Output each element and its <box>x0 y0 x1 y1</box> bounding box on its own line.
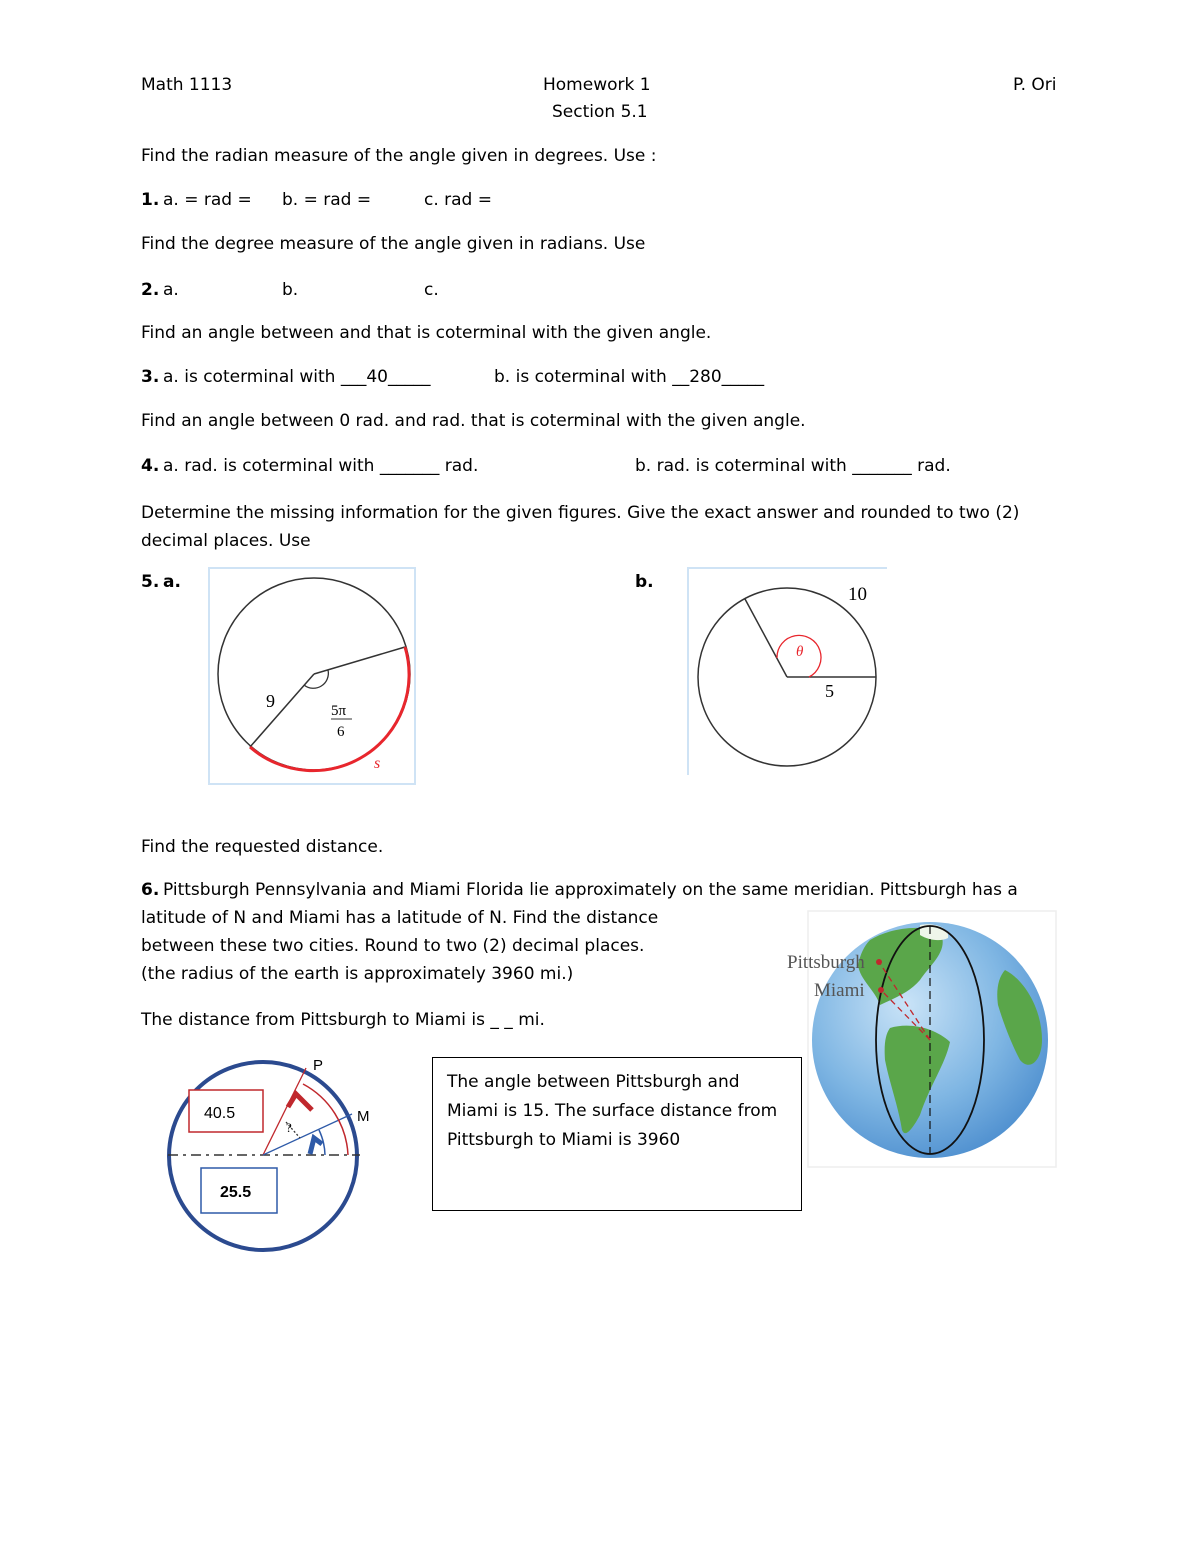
q2-instruction: Find the degree measure of the angle given in radians. Use <box>141 234 646 254</box>
pittsburgh-dot <box>876 959 882 965</box>
q3-part-b: b. is coterminal with __280_____ <box>494 367 765 387</box>
figure-5b <box>687 567 887 777</box>
q6-number: 6. <box>141 880 160 900</box>
pittsburgh-ray <box>263 1068 306 1155</box>
q4-part-a: a. rad. is coterminal with _______ rad. <box>163 456 479 476</box>
figure-5a-angle-numerator: 5π <box>331 703 347 719</box>
q6-distance-answer: The distance from Pittsburgh to Miami is _ _ mi. <box>141 1010 545 1030</box>
instructor-name: P. Ori <box>1013 75 1057 95</box>
q5-part-a: a. <box>163 572 181 592</box>
figure-5a-angle-denominator: 6 <box>337 724 345 740</box>
miami-arrow <box>310 1138 322 1154</box>
figure-5b-radius-line-2 <box>745 599 787 677</box>
q4-number: 4. <box>141 456 160 476</box>
globe-pittsburgh-label: Pittsburgh <box>787 952 865 973</box>
q1-number: 1. <box>141 190 160 210</box>
q2-part-b: b. <box>282 280 299 300</box>
figure-5a-arc-label: s <box>374 755 381 772</box>
q6-text-line4: (the radius of the earth is approximately 3960 mi.) <box>141 964 574 984</box>
q1-part-b: b. = rad = <box>282 190 372 210</box>
figure-5b-angle-label: θ <box>796 644 804 660</box>
q3-instruction: Find an angle between and that is coterminal with the given angle. <box>141 323 712 343</box>
answer-note-box <box>432 1057 802 1211</box>
globe-miami-label: Miami <box>814 980 865 1001</box>
q3-number: 3. <box>141 367 160 387</box>
miami-dot <box>878 987 884 993</box>
pittsburgh-arrow <box>288 1094 312 1110</box>
course-name: Math 1113 <box>141 75 233 95</box>
figure-5b-radius-label: 5 <box>825 681 834 701</box>
miami-point-label: M <box>357 1108 370 1125</box>
figure-5a-radius-line-2 <box>314 647 405 674</box>
q2-part-c: c. <box>424 280 439 300</box>
q5-instruction: Determine the missing information for the given figures. Give the exact answer and rounded to two (2) decimal places. Use <box>141 503 1020 551</box>
q6-instruction: Find the requested distance. <box>141 837 384 857</box>
q2-number: 2. <box>141 280 160 300</box>
miami-latitude-value: 25.5 <box>220 1184 252 1201</box>
q6-text-line2: latitude of N and Miami has a latitude of N. Find the distance <box>141 908 659 928</box>
homework-title: Homework 1 <box>543 75 651 95</box>
q1-part-a: a. = rad = <box>163 190 252 210</box>
answer-note-text: The angle between Pittsburgh and Miami is 15. The surface distance from Pittsburgh to Miami is 3960 <box>447 1072 778 1150</box>
latitude-diagram <box>160 1052 390 1257</box>
pittsburgh-point-label: P <box>313 1057 324 1074</box>
q2-part-a: a. <box>163 280 179 300</box>
figure-5a-radius-label: 9 <box>266 691 275 711</box>
q1-part-c: c. rad = <box>424 190 492 210</box>
globe-figure <box>780 910 1058 1170</box>
q4-instruction: Find an angle between 0 rad. and rad. that is coterminal with the given angle. <box>141 411 806 431</box>
pittsburgh-latitude-value: 40.5 <box>204 1105 236 1122</box>
q6-text-line1: Pittsburgh Pennsylvania and Miami Florida lie approximately on the same meridian. Pittsburgh has a <box>163 880 1018 900</box>
unknown-angle-label: ? <box>286 1120 292 1135</box>
q6-text-line3: between these two cities. Round to two (2) decimal places. <box>141 936 645 956</box>
q5-part-b: b. <box>635 572 654 592</box>
q5-number: 5. <box>141 572 160 592</box>
section-title: Section 5.1 <box>552 102 648 122</box>
figure-5b-arc-label: 10 <box>848 584 867 605</box>
q4-part-b: b. rad. is coterminal with _______ rad. <box>635 456 951 476</box>
q3-part-a: a. is coterminal with ___40_____ <box>163 367 431 387</box>
q1-instruction: Find the radian measure of the angle given in degrees. Use : <box>141 146 657 166</box>
figure-5a <box>208 567 418 787</box>
